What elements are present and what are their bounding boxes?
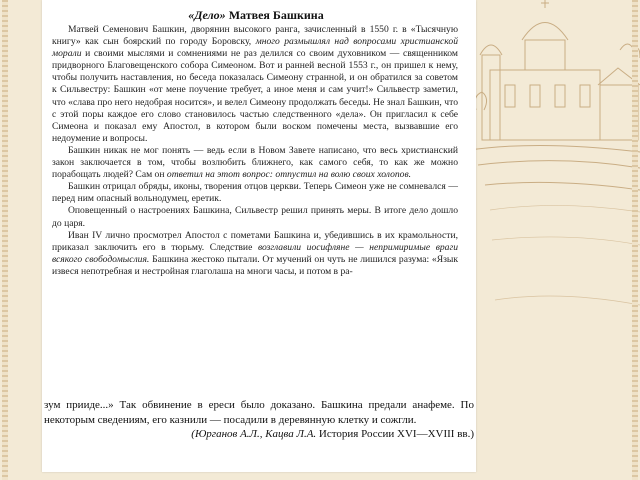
paragraph-2 bbox=[52, 145, 458, 181]
paragraph-1-text-b: и своими мыслями и сомнениями не раз делился со своим духовником — священником придворного Благовещенского собора Симеоном. Вот и ранней весной 1553 г., он пришел к нему, чтобы получить наставления, но беседа показалась Симеону странной, и он обратился за советом к Сильвестру: Башкин «от мене поучение требует, а иное меня и сам учит!» Сильвестр заметил, что «слава про него недобрая носится», и велел Симеону продолжать беседы. Не знал Башкин, что с этой поры каждое его слово становилось частью следственного «дела». Он пригласил к себе Симеона и показал ему Апостол, в котором были воском помечены места, вызвавшие его недоумение и вопросы. bbox=[52, 48, 458, 144]
paragraph-3 bbox=[52, 181, 458, 205]
paragraph-3-text-a: Башкин отрицал обряды, иконы, творения отцов церкви. Теперь Симеон уже не сомневался — перед ним опасный вольнодумец, еретик. bbox=[52, 181, 458, 205]
article-body bbox=[52, 24, 458, 278]
paragraph-5-text-b: Башкина жестоко пытали. От мучений он чуть не лишился разума: «Язык извеся непотребная и нестройная глаголаша на многи часы, и потом в ра- bbox=[52, 253, 459, 277]
paragraph-2-italic: ответил на этот вопрос: отпустил на волю своих холопов. bbox=[166, 169, 412, 181]
page-title bbox=[42, 8, 470, 22]
document-page bbox=[42, 0, 476, 472]
paragraph-1-text-a: Матвей Семенович Башкин, дворянин высокого ранга, зачисленный в 1550 г. в «Тысячную книгу» как сын боярский по городу Боровску, bbox=[52, 24, 458, 48]
citation bbox=[44, 427, 474, 442]
paragraph-4 bbox=[52, 205, 458, 229]
paragraph-1-italic: много размышлял над вопросами христианской морали bbox=[52, 36, 458, 60]
enlarged-bottom-text bbox=[44, 398, 474, 442]
paragraph-5 bbox=[52, 230, 458, 278]
paragraph-5-italic: возглавили иосифляне — непримиримые враги всякого свободомыслия. bbox=[52, 241, 458, 265]
right-decorative-stripe bbox=[632, 0, 638, 480]
title-name: Матвея Башкина bbox=[228, 8, 324, 22]
paragraph-2-text-a: Башкин никак не мог понять — ведь если в Новом Завете написано, что весь христианский закон заключается в том, чтобы возлюбить ближнего, как самого себя, то как же можно порабощать людей? Сам он bbox=[52, 144, 458, 181]
citation-title: История России XVI—XVIII вв.) bbox=[318, 428, 474, 440]
bottom-paragraph: зум прииде...» Так обвинение в ереси было доказано. Башкина предали анафеме. По некоторым сведениям, его казнили — посадили в деревянную клетку и сожгли. bbox=[44, 399, 474, 426]
left-decorative-stripe bbox=[2, 0, 8, 480]
title-quote-word: «Дело» bbox=[188, 8, 226, 22]
paragraph-4-text-a: Оповещенный о настроениях Башкина, Сильвестр решил принять меры. В итоге дело дошло до царя. bbox=[52, 205, 458, 229]
citation-authors: (Юрганов А.Л., Кацва Л.А. bbox=[191, 428, 317, 440]
paragraph-5-text-a: Иван IV лично просмотрел Апостол с пометами Башкина и, убедившись в их крамольности, приказал заключить его в тюрьму. Следствие bbox=[52, 229, 458, 253]
paragraph-1 bbox=[52, 24, 458, 145]
